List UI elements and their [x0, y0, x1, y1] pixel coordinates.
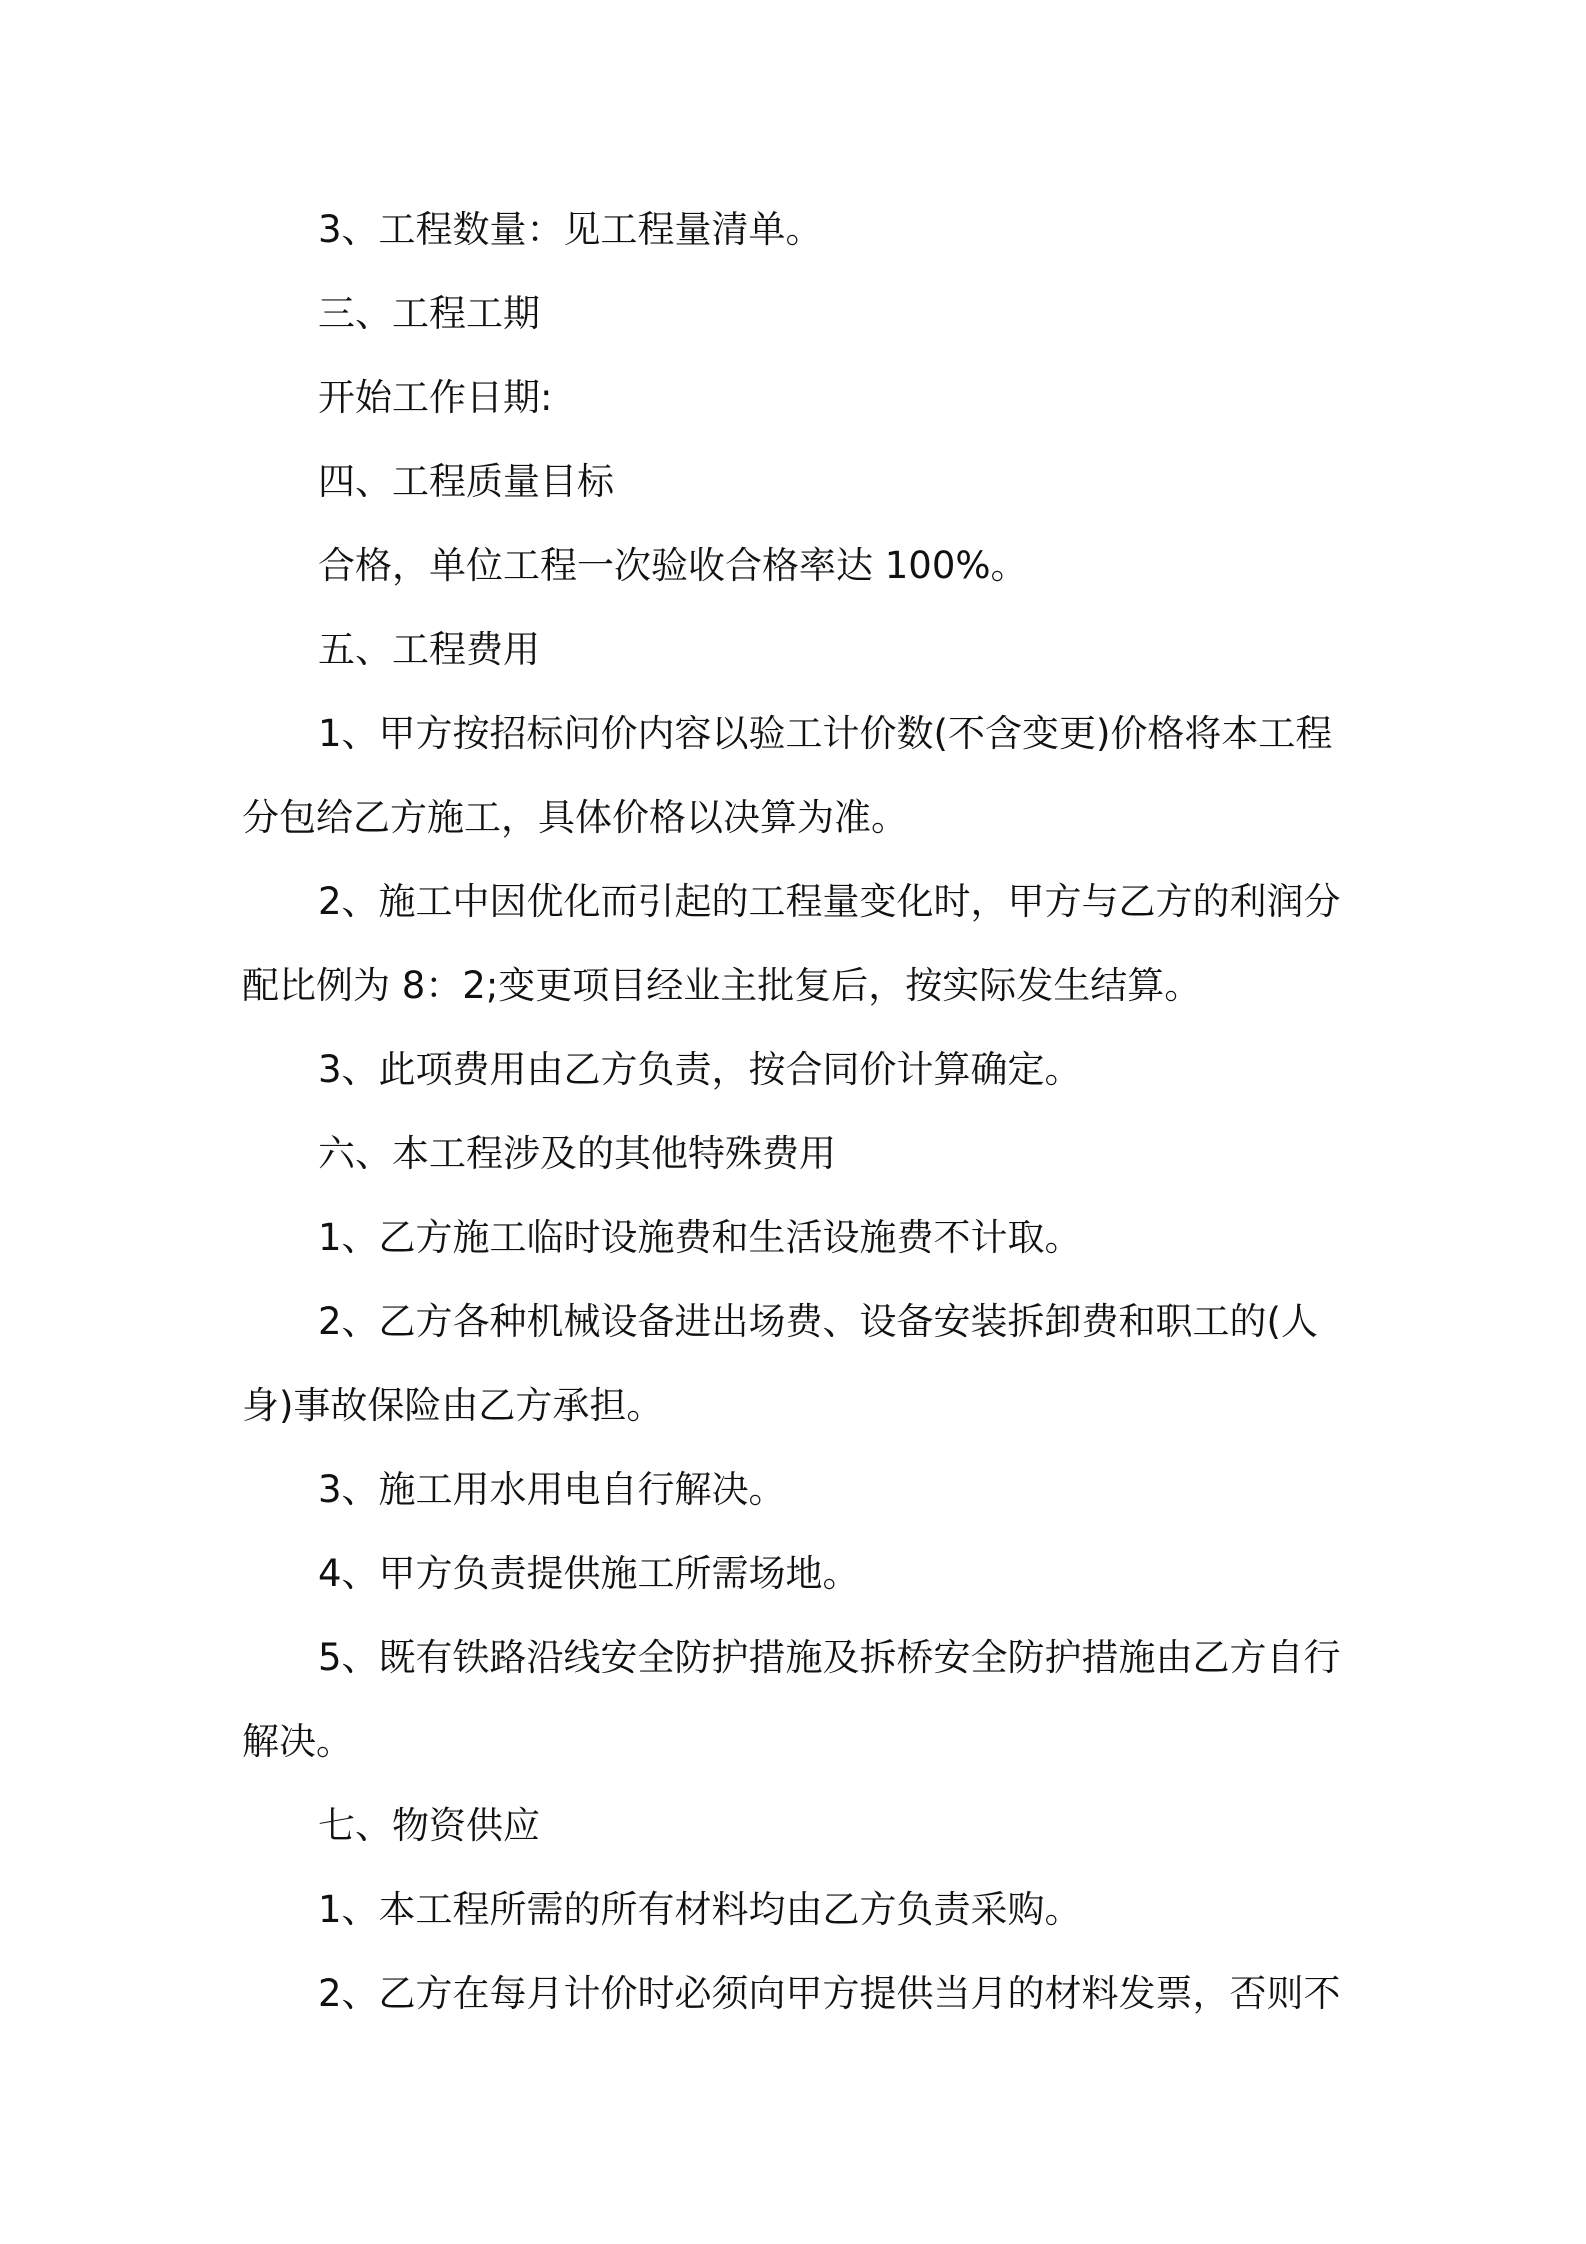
- paragraph-special-cost-5: 5、既有铁路沿线安全防护措施及拆桥安全防护措施由乙方自行解决。: [242, 1636, 1341, 1763]
- paragraph-special-cost-2: 2、乙方各种机械设备进出场费、设备安装拆卸费和职工的(人身)事故保险由乙方承担。: [242, 1300, 1318, 1427]
- section-heading-costs: 五、工程费用: [318, 628, 540, 671]
- paragraph-special-cost-3: 3、施工用水用电自行解决。: [318, 1468, 786, 1511]
- paragraph-material-1: 1、本工程所需的所有材料均由乙方负责采购。: [318, 1888, 1082, 1931]
- paragraph-start-date: 开始工作日期:: [318, 376, 553, 419]
- paragraph-special-cost-4: 4、甲方负责提供施工所需场地。: [318, 1552, 860, 1595]
- section-heading-quality-target: 四、工程质量目标: [318, 460, 614, 503]
- paragraph-cost-item-2: 2、施工中因优化而引起的工程量变化时，甲方与乙方的利润分配比例为 8：2;变更项目经业主批复后，按实际发生结算。: [242, 880, 1341, 1007]
- section-heading-special-costs: 六、本工程涉及的其他特殊费用: [318, 1132, 836, 1175]
- paragraph-special-cost-1: 1、乙方施工临时设施费和生活设施费不计取。: [318, 1216, 1082, 1259]
- document-body: [242, 188, 1360, 2036]
- paragraph-quality-target: 合格，单位工程一次验收合格率达 100%。: [318, 544, 1028, 587]
- section-heading-schedule: 三、工程工期: [318, 292, 540, 335]
- section-heading-material-supply: 七、物资供应: [318, 1804, 540, 1847]
- paragraph-cost-item-3: 3、此项费用由乙方负责，按合同价计算确定。: [318, 1048, 1082, 1091]
- paragraph-cost-item-1: 1、甲方按招标问价内容以验工计价数(不含变更)价格将本工程分包给乙方施工，具体价格以决算为准。: [242, 712, 1333, 839]
- paragraph-material-2: 2、乙方在每月计价时必须向甲方提供当月的材料发票，否则不: [318, 1972, 1341, 2015]
- paragraph-engineering-quantity: 3、工程数量：见工程量清单。: [318, 208, 823, 251]
